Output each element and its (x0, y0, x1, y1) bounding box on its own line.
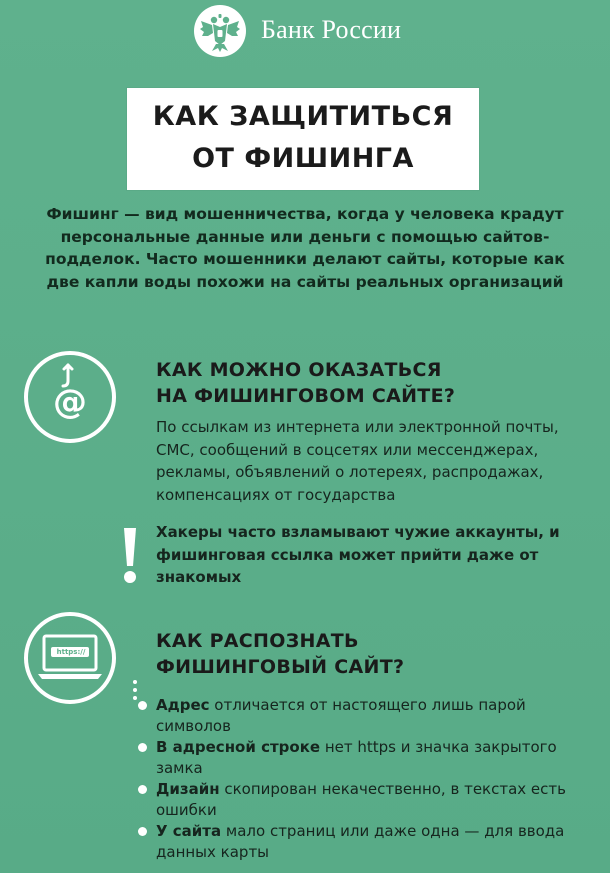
bullet-list (156, 695, 596, 862)
section2-title-line-1: КАК РАСПОЗНАТЬ (156, 630, 359, 652)
bullet-dot (138, 827, 147, 836)
bullet-bold: В адресной строке (156, 738, 321, 756)
title-box (127, 88, 479, 190)
bullet-text: мало страниц или даже одна — для ввода данных карты (156, 822, 565, 861)
bullet-bold: У сайта (156, 822, 222, 840)
section1-title-line-2: НА ФИШИНГОВОМ САЙТЕ? (156, 385, 456, 407)
svg-text:@: @ (53, 382, 87, 422)
bullet-dot (138, 785, 147, 794)
page-title-line-1: КАК ЗАЩИТИТЬСЯ (152, 101, 454, 132)
list-item (156, 695, 596, 736)
list-item (156, 779, 596, 820)
list-item (156, 737, 596, 778)
header (0, 0, 610, 64)
bullet-text: нет https и значка закрытого замка (156, 738, 557, 777)
bullet-dot (138, 701, 147, 710)
bullet-bold: Адрес (156, 696, 210, 714)
laptop-https-icon (24, 612, 116, 704)
page-title-line-2: ОТ ФИШИНГА (192, 143, 414, 174)
section1-body: По ссылкам из интернета или электронной почты, СМС, сообщений в соцсетях или мессенджерах, рекламы, объявлений о лотереях, распродажах, компенсациях от государства (156, 418, 559, 504)
https-label: https:// (56, 648, 86, 656)
hook-at-icon (24, 351, 116, 443)
list-item (156, 821, 596, 862)
bullet-bold: Дизайн (156, 780, 220, 798)
brand-name: Банк России (261, 15, 402, 44)
bullet-dot (138, 743, 147, 752)
bullet-text: скопирован некачественно, в текстах есть ошибки (156, 780, 566, 819)
bullet-text: отличается от настоящего лишь парой символов (156, 696, 526, 735)
exclamation-icon (120, 526, 140, 586)
double-headed-eagle-icon (194, 5, 246, 57)
section2-title-line-2: ФИШИНГОВЫЙ САЙТ? (156, 656, 405, 678)
section1-title-line-1: КАК МОЖНО ОКАЗАТЬСЯ (156, 359, 442, 381)
warning-text: Хакеры часто взламывают чужие аккаунты, и фишинговая ссылка может прийти даже от знакомых (156, 523, 560, 586)
intro-paragraph: Фишинг — вид мошенничества, когда у человека крадут персональные данные или деньги с помощью сайтов-подделок. Часто мошенники делают сайты, которые как две капли воды похожи на сайты реальных организаций (45, 205, 565, 291)
